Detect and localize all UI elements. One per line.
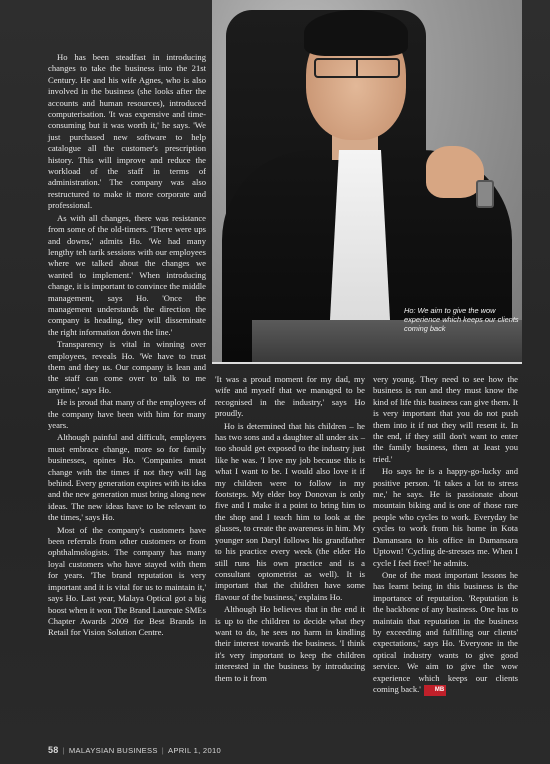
end-of-article-mark: MB — [424, 685, 446, 696]
column-right — [373, 374, 518, 697]
column-middle — [215, 374, 365, 685]
page-footer — [48, 745, 528, 755]
white-shirt — [330, 150, 390, 320]
footer-separator: | — [62, 746, 65, 755]
publication-name: MALAYSIAN BUSINESS — [68, 746, 158, 755]
photo-caption: Ho: We aim to give the wow experience which keeps our clients coming back — [404, 306, 519, 333]
page-number: 58 — [48, 745, 59, 755]
paragraph: He is proud that many of the employees of the company have been with him for many years. — [48, 397, 206, 430]
paragraph: Ho has been steadfast in introducing changes to take the business into the 21st Century. He and his wife Agnes, who is also involved in the business (she looks after the accounts and human resources), introduced computerisation. 'It was expensive and time-consuming but it was worth it,' he says. 'We just purchased new software to help catalogue all the customer's prescription history. This will improve and reduce the workload of the staff in terms of administration.' The company was also restructured to make it more corporate and professional. — [48, 52, 206, 211]
paragraph: Transparency is vital in winning over employees, reveals Ho. 'We have to trust them and they us. Our company is lean and the staff can come over to talk to me anytime,' says Ho. — [48, 339, 206, 395]
paragraph: Although Ho believes that in the end it is up to the children to decide what they want to do, he sees no harm in kindling their interest towards the business. 'I think it's very important to keep the children interested in the business by introducing them to it from — [215, 604, 365, 683]
paragraph: One of the most important lessons he has learnt being in this business is the importance of reputation. 'Reputation is the backbone of any business. One has to maintain that reputation in the business by exceeding and fulfilling our clients' expectations,' says Ho. 'Everyone in the optical industry wants to give good service. We aim to give the wow experience which keeps our clients coming back.' MB — [373, 570, 518, 696]
paragraph: Although painful and difficult, employers must embrace change, more so for family businesses, opines Ho. 'Companies must change with the times if not they will lag behind. Every generation expires with its idea and the new generation must bring along new ideas. The new ideas have to be relevant to the times,' says Ho. — [48, 432, 206, 523]
hair — [304, 10, 408, 56]
paragraph: Ho is determined that his children – he has two sons and a daughter all under six – too should get exposed to the industry just like he was. 'I love my job because this is what I want to be. I would also love it if my children were to follow in my footsteps. My elder boy Donovan is only five and I make it a point to bring him to the shop and I teach him to look at the glasses, to create the awareness in him. My younger son Daryl follows his grandfather to his practice every week (the elder Ho still runs his own practice and is a consultant optometrist as well). It is important that the children have some flavour of the business,' explains Ho. — [215, 420, 365, 602]
wristwatch — [476, 180, 494, 208]
paragraph: As with all changes, there was resistance from some of the old-timers. 'There were ups and downs,' admits Ho. 'We had many lengthy teh tarik sessions with our employees where we talked about the changes we wanted to implement.' When introducing change, it is important to convince the middle management, says Ho. 'Once the management understands the direction the company is heading, they will disseminate the right information down the line.' — [48, 212, 206, 337]
glasses — [314, 58, 400, 78]
paragraph: 'It was a proud moment for my dad, my wife and myself that we managed to be recognised in the industry,' says Ho proudly. — [215, 374, 365, 419]
paragraph: very young. They need to see how the business is run and they must know the kind of life this business can give them. It is very important that you do not push them into it if not they will resent it. In the end, if they still don't want to enter the family business, then at least you tried.' — [373, 374, 518, 464]
column-left — [48, 52, 206, 640]
issue-date: APRIL 1, 2010 — [168, 746, 222, 755]
paragraph: Most of the company's customers have been referrals from other customers or from ophthalmologists. The company has many loyal customers who have stayed with them for years. 'The brand reputation is very important and it is vital for us to maintain it,' says Ho. Last year, Malaya Optical got a big boost when it won The Brand Laureate SMEs Chapter Awards 2009 for Best Brands in Retail for Vision Solution Centre. — [48, 524, 206, 638]
footer-separator: | — [161, 746, 165, 755]
paragraph: Ho says he is a happy-go-lucky and positive person. 'It takes a lot to stress me,' he says. He is passionate about mountain biking and is one of those rare people who cycles to work. Everyday he cycles to work from his home in Kota Damansara to his office in Damansara Uptown! 'Cycling de-stresses me. When I cycle I feel free!' he admits. — [373, 466, 518, 568]
